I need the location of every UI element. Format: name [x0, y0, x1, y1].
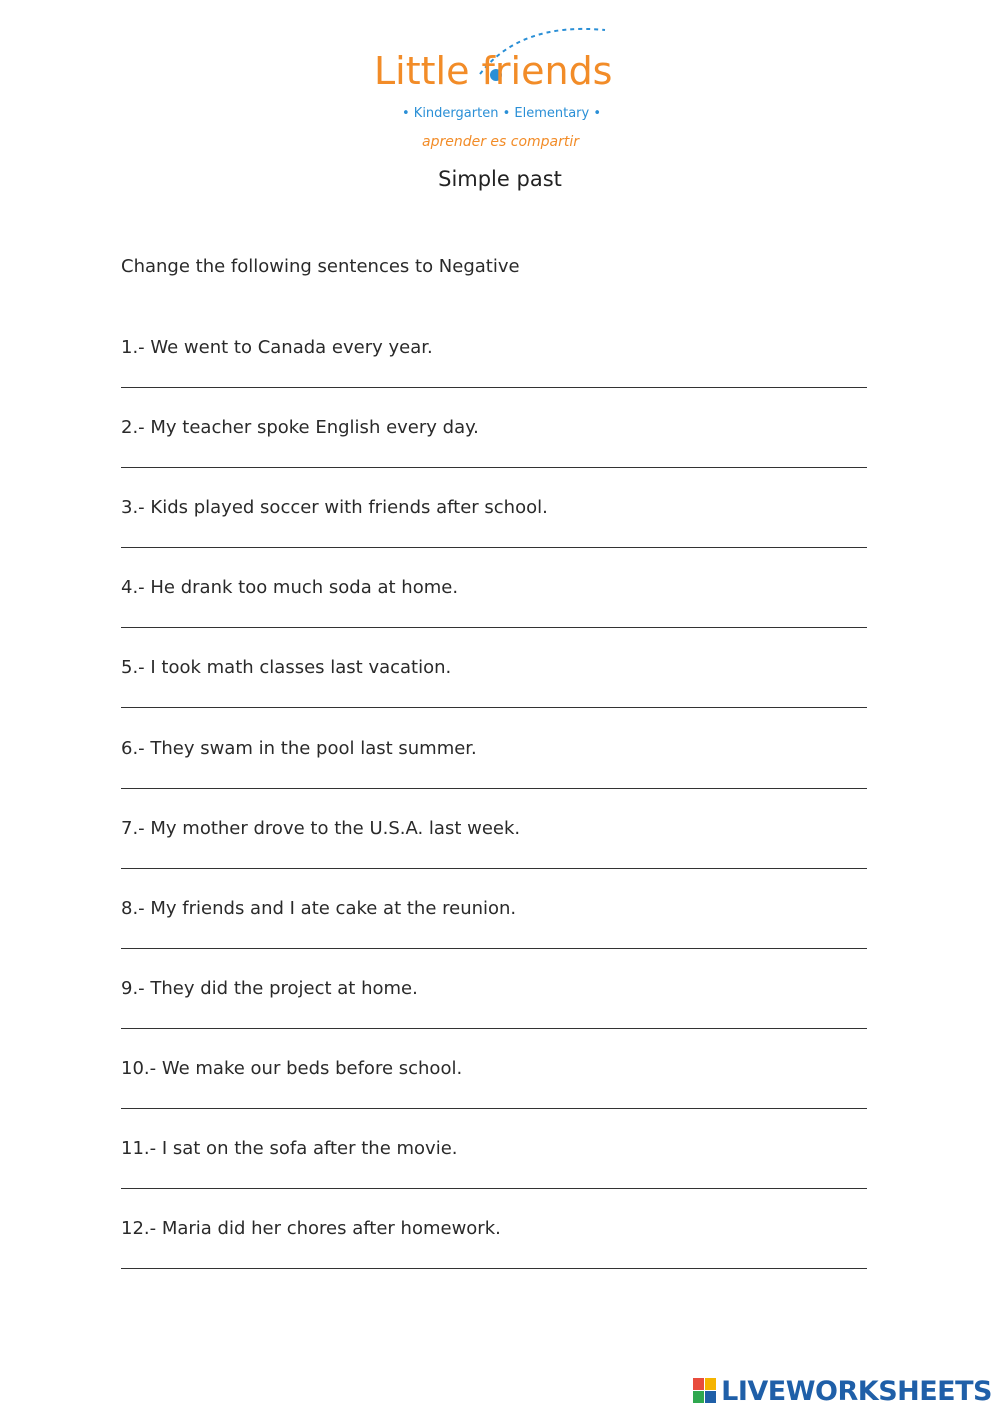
answer-input-4[interactable]	[121, 627, 867, 628]
question-text: 7.- My mother drove to the U.S.A. last week.	[121, 818, 521, 839]
question-1	[121, 337, 867, 397]
liveworksheets-icon	[693, 1378, 717, 1404]
answer-input-7[interactable]	[121, 868, 867, 869]
question-7	[121, 818, 867, 878]
question-text: 3.- Kids played soccer with friends after school.	[121, 497, 548, 518]
answer-input-8[interactable]	[121, 948, 867, 949]
school-logo	[370, 22, 650, 157]
question-text: 12.- Maria did her chores after homework.	[121, 1218, 501, 1239]
little-friends-logo-graphic	[370, 22, 650, 157]
answer-input-9[interactable]	[121, 1028, 867, 1029]
question-text: 5.- I took math classes last vacation.	[121, 657, 452, 678]
question-text: 2.- My teacher spoke English every day.	[121, 417, 479, 438]
question-text: 6.- They swam in the pool last summer.	[121, 738, 477, 759]
answer-input-12[interactable]	[121, 1268, 867, 1269]
question-6	[121, 738, 867, 798]
answer-input-3[interactable]	[121, 547, 867, 548]
question-text: 4.- He drank too much soda at home.	[121, 577, 459, 598]
question-3	[121, 497, 867, 557]
question-10	[121, 1058, 867, 1118]
question-text: 10.- We make our beds before school.	[121, 1058, 463, 1079]
question-text: 8.- My friends and I ate cake at the reunion.	[121, 898, 517, 919]
instructions: Change the following sentences to Negative	[121, 256, 520, 277]
question-8	[121, 898, 867, 958]
question-text: 11.- I sat on the sofa after the movie.	[121, 1138, 458, 1159]
logo-tagline: aprender es compartir	[422, 134, 580, 150]
answer-input-1[interactable]	[121, 387, 867, 388]
answer-input-6[interactable]	[121, 788, 867, 789]
answer-input-10[interactable]	[121, 1108, 867, 1109]
question-12	[121, 1218, 867, 1278]
brand-text: LIVEWORKSHEETS	[721, 1375, 992, 1407]
question-11	[121, 1138, 867, 1198]
logo-subtitle: • Kindergarten • Elementary •	[402, 106, 601, 121]
answer-input-5[interactable]	[121, 707, 867, 708]
question-2	[121, 417, 867, 477]
answer-input-2[interactable]	[121, 467, 867, 468]
question-text: 1.- We went to Canada every year.	[121, 337, 433, 358]
answer-input-11[interactable]	[121, 1188, 867, 1189]
logo-wordmark: Little friends	[374, 49, 613, 93]
page-title: Simple past	[438, 167, 562, 191]
question-5	[121, 657, 867, 717]
liveworksheets-brand[interactable]	[693, 1375, 992, 1407]
question-text: 9.- They did the project at home.	[121, 978, 418, 999]
question-4	[121, 577, 867, 637]
question-9	[121, 978, 867, 1038]
